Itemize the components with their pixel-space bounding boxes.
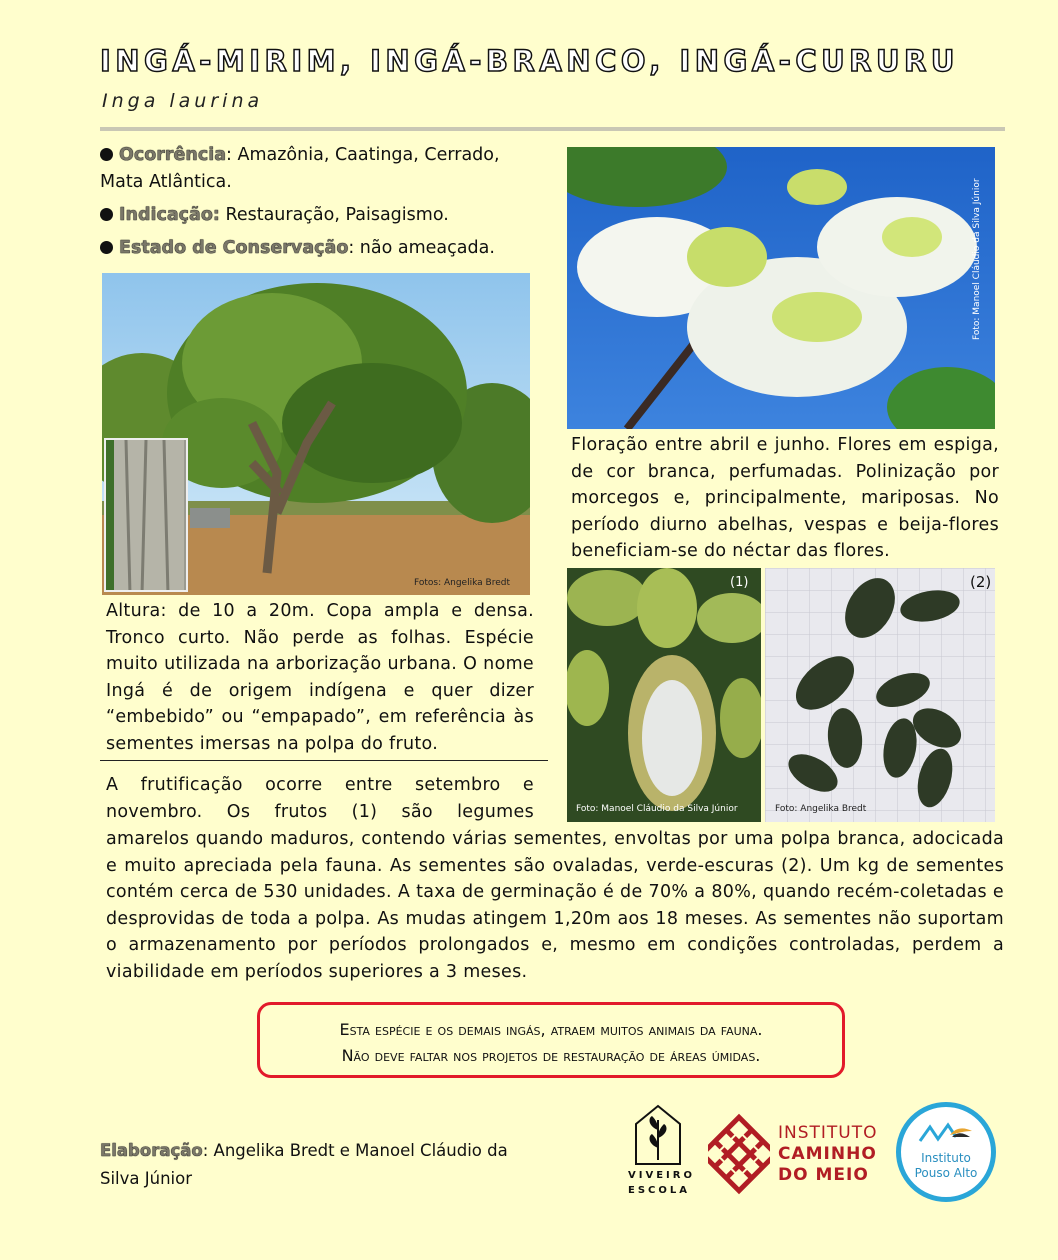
credits-label: Elaboração — [100, 1141, 203, 1160]
flower-photo-credit: Foto: Manoel Cláudio da Silva Júnior — [972, 178, 982, 340]
pouso-instituto-text: Instituto — [921, 1151, 971, 1165]
plant-icon — [628, 1102, 688, 1166]
occurrence-label: Ocorrência — [119, 145, 227, 165]
text-divider — [100, 760, 548, 761]
tree-photo-credit: Fotos: Angelika Bredt — [414, 578, 510, 588]
instituto-caminho-do-meio-logo — [708, 1113, 880, 1195]
instituto-pouso-alto-logo — [896, 1102, 996, 1202]
fruit-photo-credit: Foto: Manoel Cláudio da Silva Júnior — [576, 804, 738, 814]
conservation-item — [100, 235, 540, 262]
pouso-alto-text: Pouso Alto — [914, 1166, 978, 1180]
notice-box — [257, 1002, 845, 1078]
flowering-description: Floração entre abril e junho. Flores em espiga, de cor branca, perfumadas. Polinização por morcegos e, principalmente, mariposas. No período diurno abelhas, vespas e beija-flores beneficiam-se do néctar das flores. — [571, 435, 999, 562]
knot-icon — [708, 1113, 770, 1195]
indication-value: Restauração, Paisagismo. — [219, 205, 449, 225]
conservation-value: : não ameaçada. — [348, 238, 495, 258]
indication-label: Indicação: — [119, 205, 220, 225]
header-divider — [100, 127, 1005, 131]
instituto-text: INSTITUTO — [778, 1123, 878, 1143]
height-description: Altura: de 10 a 20m. Copa ampla e densa. Tronco curto. Não perde as folhas. Espécie muito utilizada na arborização urbana. O nome Ingá é de origem indígena e quer dizer “embebido” ou “empapado”, em referência às sementes imersas na polpa do fruto. — [106, 601, 534, 754]
viveiro-escola-logo — [628, 1102, 695, 1202]
notice-line-2: Não deve faltar nos projetos de restauração de áreas úmidas. — [341, 1046, 761, 1065]
bullet-icon — [100, 208, 113, 221]
bullet-icon — [100, 241, 113, 254]
birds-icon — [916, 1121, 976, 1147]
credits — [100, 1137, 520, 1193]
scientific-name: Inga laurina — [102, 90, 264, 112]
viveiro-text: VIVEIRO — [628, 1170, 695, 1181]
seed-photo-credit: Foto: Angelika Bredt — [775, 804, 867, 814]
fruit-photo — [567, 568, 761, 822]
occurrence-value: : Amazônia, Caatinga, Cerrado, Mata Atlântica. — [100, 145, 500, 192]
do-meio-text: DO MEIO — [778, 1165, 869, 1185]
escola-text: ESCOLA — [628, 1185, 690, 1196]
conservation-label: Estado de Conservação — [119, 238, 349, 258]
flower-photo — [567, 147, 995, 429]
page-title: INGÁ-MIRIM, INGÁ-BRANCO, INGÁ-CURURU — [100, 44, 959, 78]
seed-photo — [765, 568, 995, 822]
bullet-icon — [100, 148, 113, 161]
indication-item — [100, 202, 540, 229]
caminho-text: CAMINHO — [778, 1144, 877, 1164]
credits-value: : Angelika Bredt e Manoel Cláudio da Silva Júnior — [100, 1141, 508, 1188]
seed-photo-number: (2) — [970, 573, 992, 591]
trunk-inset-photo — [104, 438, 188, 592]
fruiting-description-rest: amarelos quando maduros, contendo várias sementes, envoltas por uma polpa branca, adocicada e muito apreciada pela fauna. As sementes são ovaladas, verde-escuras (2). Um kg de sementes contém cerca de 530 unidades. A taxa de germinação é de 70% a 80%, quando recém-coletadas e desprovidas de toda a polpa. As mudas atingem 1,20m aos 18 meses. As sementes não suportam o armazenamento por períodos prolongados e, mesmo em condições controladas, perdem a viabilidade em períodos superiores a 3 meses. — [106, 829, 1004, 982]
occurrence-item — [100, 142, 540, 196]
notice-line-1: Esta espécie e os demais ingás, atraem muitos animais da fauna. — [339, 1020, 763, 1039]
fruiting-description-start: A frutificação ocorre entre setembro e novembro. Os frutos (1) são legumes — [106, 775, 534, 822]
fruit-photo-number: (1) — [730, 575, 749, 590]
